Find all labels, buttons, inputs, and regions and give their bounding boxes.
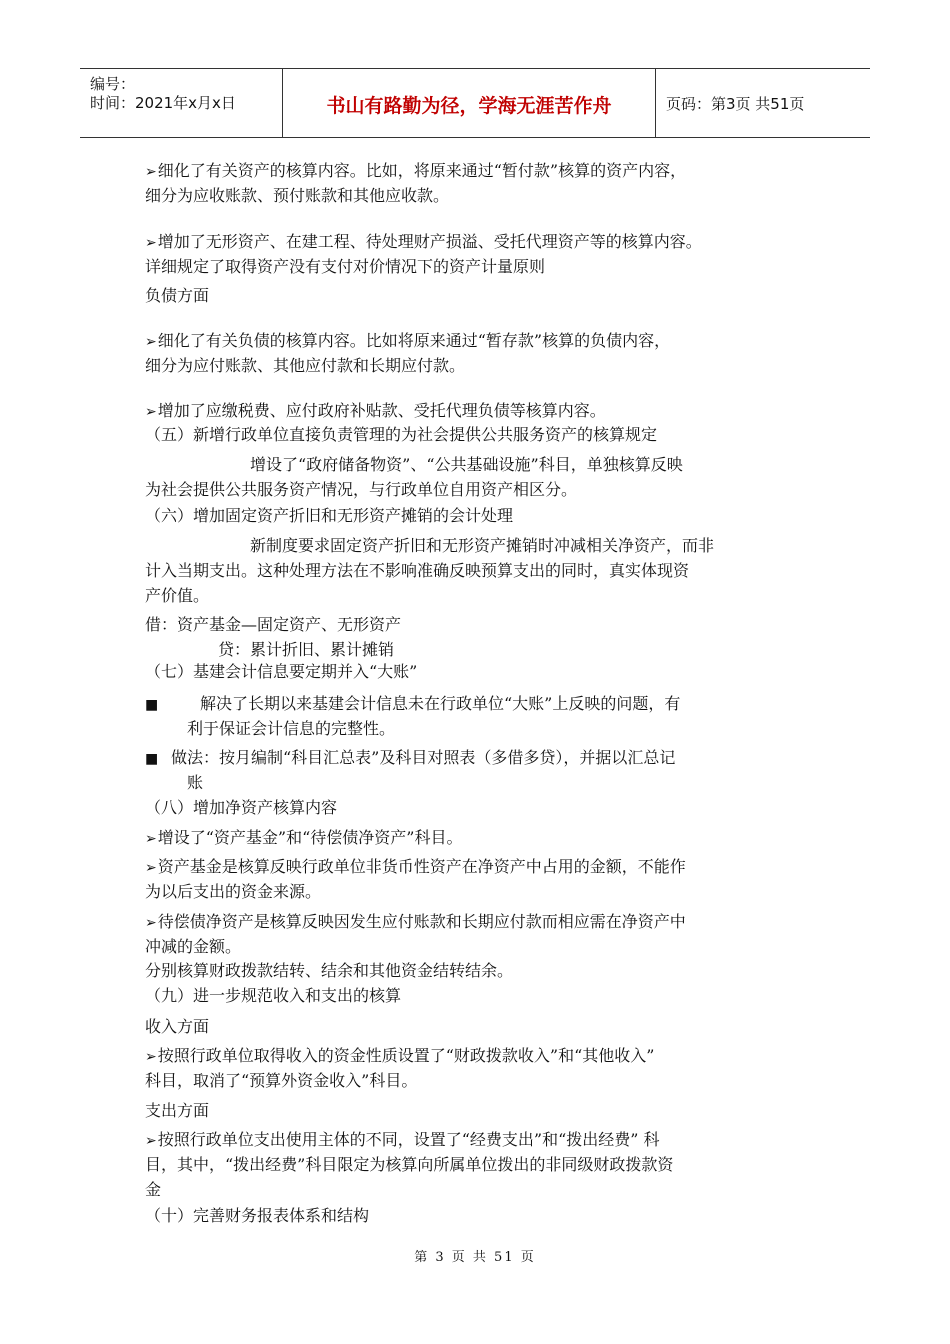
- arrow-bullet-icon: ➢: [145, 404, 157, 420]
- header-number: 编号：: [90, 75, 136, 93]
- text-line: 金: [145, 1180, 162, 1199]
- square-bullet-icon: ■: [145, 697, 159, 713]
- text-line: 增设了“政府储备物资”、“公共基础设施”科目，单独核算反映: [250, 455, 683, 474]
- text-line: 新制度要求固定资产折旧和无形资产摊销时冲减相关净资产，而非: [250, 536, 715, 555]
- section-label: 支出方面: [145, 1101, 210, 1120]
- text-line: 冲减的金额。: [145, 937, 242, 956]
- text-line: 做法：按月编制“科目汇总表”及科目对照表（多借多贷），并据以汇总记: [171, 748, 676, 767]
- journal-credit: 贷：累计折旧、累计摊销: [218, 640, 395, 659]
- text-line: ➢资产基金是核算反映行政单位非货币性资产在净资产中占用的金额，不能作: [145, 857, 686, 876]
- header-page-number: 页码：第3页 共51页: [666, 95, 805, 113]
- arrow-bullet-icon: ➢: [145, 235, 157, 251]
- section-heading: （九）进一步规范收入和支出的核算: [145, 986, 402, 1005]
- text-line: ➢按照行政单位支出使用主体的不同，设置了“经费支出”和“拨出经费” 科: [145, 1130, 660, 1149]
- header-motto: 书山有路勤为径，学海无涯苦作舟: [326, 95, 612, 117]
- text-line: ➢待偿债净资产是核算反映因发生应付账款和长期应付款而相应需在净资产中: [145, 912, 686, 931]
- header-meta: [90, 75, 236, 113]
- arrow-bullet-icon: ➢: [145, 831, 157, 847]
- text-line: 科目，取消了“预算外资金收入”科目。: [145, 1071, 418, 1090]
- text-line: 产价值。: [145, 586, 210, 605]
- text-line: 细分为应收账款、预付账款和其他应收款。: [145, 186, 450, 205]
- text-line: [145, 693, 158, 716]
- text-line: 分别核算财政拨款结转、结余和其他资金结转结余。: [145, 961, 514, 980]
- section-heading: （五）新增行政单位直接负责管理的为社会提供公共服务资产的核算规定: [145, 425, 658, 444]
- journal-debit: 借：资产基金—固定资产、无形资产: [145, 615, 402, 634]
- arrow-bullet-icon: ➢: [145, 164, 157, 180]
- text-line: 账: [187, 773, 204, 792]
- text-line: 目，其中，“拨出经费”科目限定为核算向所属单位拨出的非同级财政拨款资: [145, 1155, 674, 1174]
- text-line: 解决了长期以来基建会计信息未在行政单位“大账”上反映的问题，有: [200, 694, 681, 713]
- text-line: 细分为应付账款、其他应付款和长期应付款。: [145, 356, 466, 375]
- section-heading: （八）增加净资产核算内容: [145, 798, 338, 817]
- text-line: 计入当期支出。这种处理方法在不影响准确反映预算支出的同时，真实体现资: [145, 561, 690, 580]
- header-divider: [655, 69, 656, 137]
- page-footer: 第 3 页 共 51 页: [414, 1250, 536, 1265]
- section-heading: （十）完善财务报表体系和结构: [145, 1206, 370, 1225]
- text-line: ➢增设了“资产基金”和“待偿债净资产”科目。: [145, 828, 463, 847]
- square-bullet-icon: ■: [145, 751, 159, 767]
- section-heading: （六）增加固定资产折旧和无形资产摊销的会计处理: [145, 506, 514, 525]
- arrow-bullet-icon: ➢: [145, 1133, 157, 1149]
- text-line: 为社会提供公共服务资产情况，与行政单位自用资产相区分。: [145, 480, 578, 499]
- text-line: ➢按照行政单位取得收入的资金性质设置了“财政拨款收入”和“其他收入”: [145, 1046, 655, 1065]
- text-line: 为以后支出的资金来源。: [145, 882, 322, 901]
- section-label: 收入方面: [145, 1017, 210, 1036]
- arrow-bullet-icon: ➢: [145, 860, 157, 876]
- arrow-bullet-icon: ➢: [145, 1049, 157, 1065]
- section-heading: （七）基建会计信息要定期并入“大账”: [145, 662, 418, 681]
- arrow-bullet-icon: ➢: [145, 334, 157, 350]
- text-line: 利于保证会计信息的完整性。: [187, 719, 396, 738]
- arrow-bullet-icon: ➢: [145, 915, 157, 931]
- page-header: [80, 68, 870, 138]
- text-line: 详细规定了取得资产没有支付对价情况下的资产计量原则: [145, 257, 546, 276]
- text-line: ➢增加了无形资产、在建工程、待处理财产损溢、受托代理资产等的核算内容。: [145, 232, 702, 251]
- text-line: ➢细化了有关资产的核算内容。比如，将原来通过“暂付款”核算的资产内容，: [145, 161, 687, 180]
- text-line: ➢细化了有关负债的核算内容。比如将原来通过“暂存款”核算的负债内容，: [145, 331, 671, 350]
- header-time: 时间：2021年x月x日: [90, 94, 236, 112]
- section-label: 负债方面: [145, 286, 210, 305]
- text-line: ➢增加了应缴税费、应付政府补贴款、受托代理负债等核算内容。: [145, 401, 606, 420]
- text-line: [145, 747, 158, 770]
